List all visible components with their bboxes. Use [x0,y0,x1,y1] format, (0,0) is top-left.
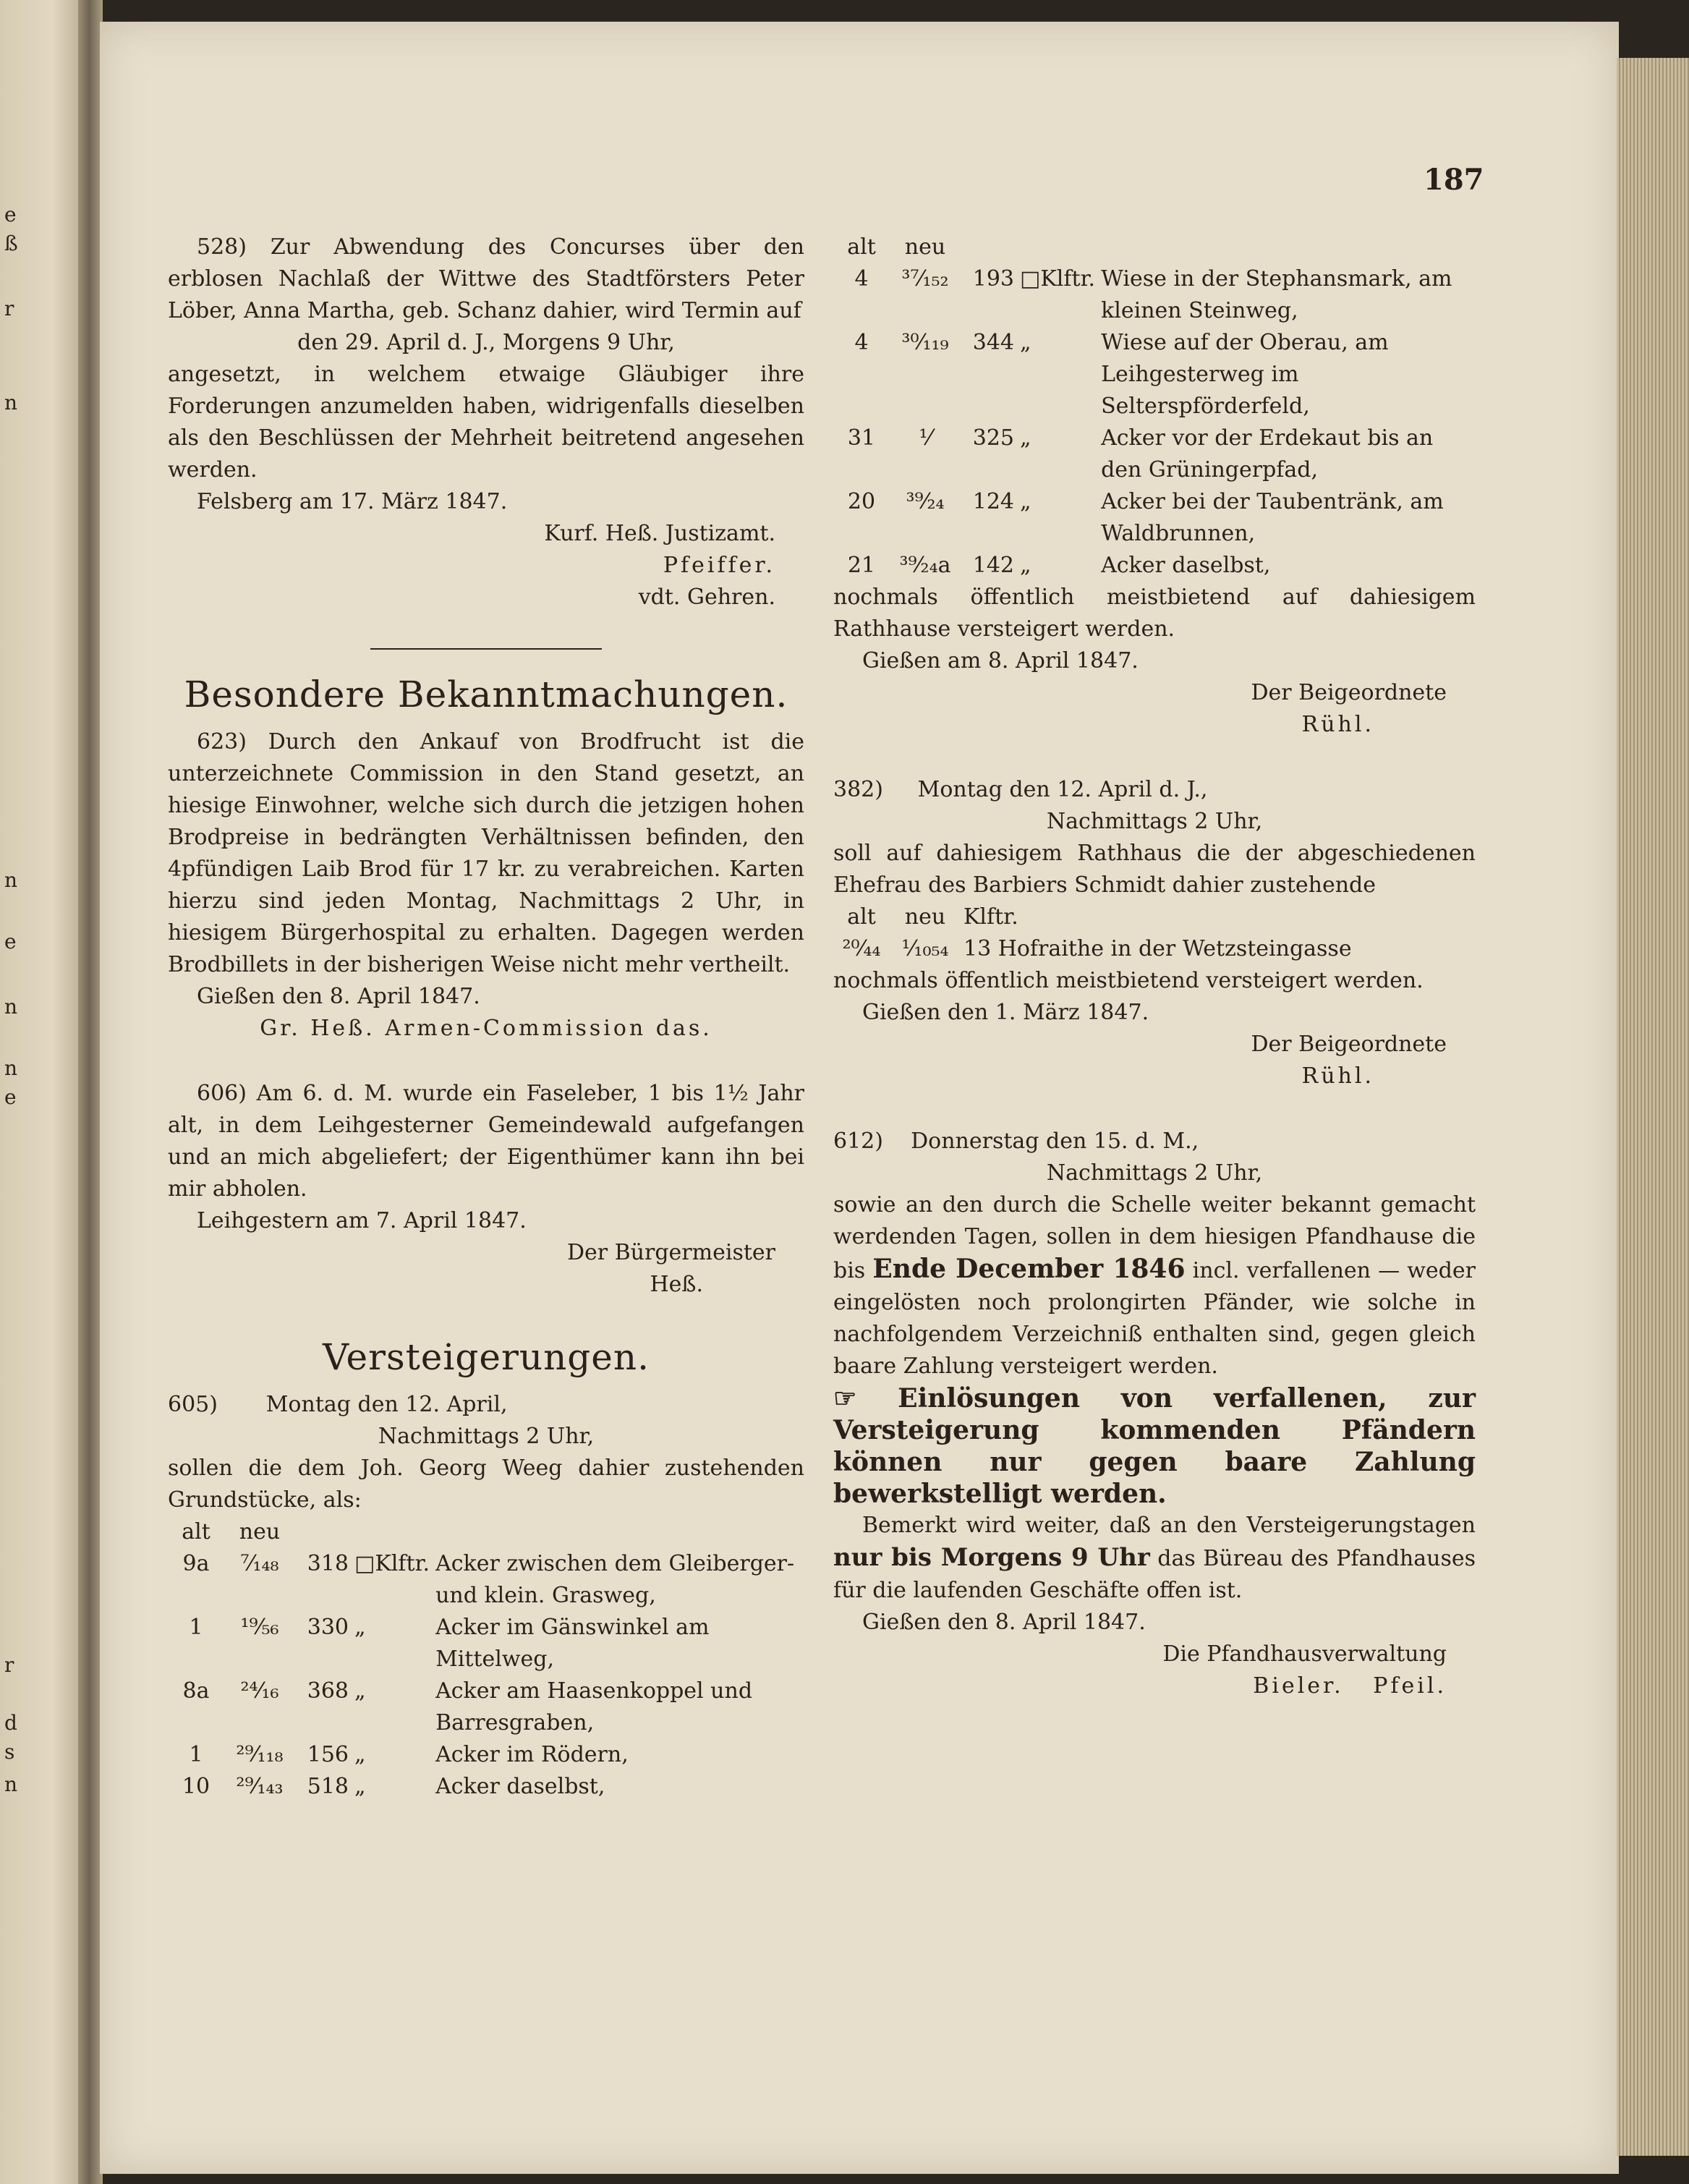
notice-612-text-a: sowie an den durch die Schelle weiter bekannt gemacht werdenden Tagen, sollen in dem hiesigen Pfandhause die bis [833,1192,1476,1283]
lot-neu: ³⁹⁄₂₄a [899,553,951,578]
lot-alt: 20 [847,489,876,514]
table-row [168,1548,804,1612]
lot-neu: ²⁹⁄₁₁₈ [236,1742,284,1767]
lot-description: Acker im Rödern, [435,1742,629,1767]
notice-606 [168,1078,804,1301]
lot-neu: ³⁹⁄₂₄ [906,489,945,514]
column-header-unit: Klftr. [963,904,1018,930]
notice-612-signature-title: Die Pfandhausverwaltung [1162,1641,1447,1667]
lot-alt: 1 [189,1742,203,1767]
lot-alt: ²⁰⁄₄₄ [842,936,881,961]
notice-382-time: Nachmittags 2 Uhr, [1046,809,1263,834]
lot-unit: „ [354,1615,366,1640]
lot-neu: ⁷⁄₁₄₈ [240,1551,279,1576]
notice-605-place-date: Gießen am 8. April 1847. [862,648,1139,674]
lot-neu: ²⁴⁄₁₆ [240,1678,279,1704]
facing-page-fragment: e [4,203,17,226]
lot-unit: „ [354,1742,366,1767]
lot-neu: ³⁰⁄₁₁₉ [901,330,949,355]
notice-612-deadline: Ende December 1846 [872,1254,1186,1284]
facing-page-fragment: n [4,995,18,1019]
table-row [833,550,1476,582]
lot-neu: ³⁷⁄₁₅₂ [901,266,949,292]
spacer [833,1092,1476,1126]
lot-size: 330 [307,1615,349,1640]
facing-page-edge [0,0,87,2184]
lot-size: 142 [972,553,1014,578]
lot-unit: „ [354,1678,366,1704]
notice-382-closing-text: nochmals öffentlich meistbietend versteigert werden. [833,968,1424,993]
lot-unit: □Klftr. [1020,266,1096,292]
lot-description: Acker im Gänswinkel am Mittelweg, [435,1615,710,1672]
lot-alt: 1 [189,1615,203,1640]
notice-528-place-date: Felsberg am 17. März 1847. [197,489,508,514]
notice-612-remark-b: das Büreau des Pfandhauses für die laufenden Geschäfte offen ist. [833,1546,1476,1603]
heading-auctions: Versteigerungen. [323,1336,650,1378]
lot-alt: 21 [847,553,876,578]
notice-382-text: soll auf dahiesigem Rathhaus die der abgeschiedenen Ehefrau des Barbiers Schmidt dahier zustehende [833,841,1476,898]
lot-unit: □Klftr. [354,1551,430,1576]
lot-size: 156 [307,1742,349,1767]
lot-alt: 8a [182,1678,210,1704]
table-row [833,933,1476,965]
section-divider [370,648,602,650]
notice-605-lots-table-continued [833,231,1476,582]
lot-description: 13 Hofraithe in der Wetzsteingasse [963,936,1352,961]
heading-special-announcements: Besondere Bekanntmachungen. [184,674,788,715]
lot-description: Acker am Haasenkoppel und Barresgraben, [435,1678,753,1735]
left-column [168,231,804,1803]
notice-623 [168,726,804,1045]
notice-612-remark-a: Bemerkt wird weiter, daß an den Versteigerungstagen [862,1513,1476,1538]
lot-size: 325 [972,425,1014,451]
table-row [833,263,1476,327]
spacer [833,741,1476,774]
page-number: 187 [1424,163,1484,197]
table-header-row [168,1516,804,1548]
column-header-neu: neu [904,234,946,260]
notice-382-lot-table [833,901,1476,965]
notice-612-signature-names: Bieler. Pfeil. [1253,1673,1447,1699]
notice-623-signature: Gr. Heß. Armen-Commission das. [260,1016,712,1041]
table-row [168,1675,804,1739]
notice-606-text: 606) Am 6. d. M. wurde ein Faseleber, 1 bis 1½ Jahr alt, in dem Leihgesterner Gemeindewald aufgefangen und an mich abgeliefert; der Eigenthümer kann ihn bei mir abholen. [168,1081,804,1202]
lot-alt: 9a [182,1551,210,1576]
notice-382-place-date: Gießen den 1. März 1847. [862,1000,1149,1025]
lot-size: 124 [972,489,1014,514]
notice-612-time: Nachmittags 2 Uhr, [1046,1160,1263,1186]
table-row [168,1612,804,1675]
notice-605-date: 605) Montag den 12. April, [168,1392,508,1417]
table-header-row [833,901,1476,933]
facing-page-fragment: r [4,1653,14,1677]
notice-528-date: den 29. April d. J., Morgens 9 Uhr, [297,330,675,355]
book-gutter [78,0,103,2184]
notice-605-closing-text: nochmals öffentlich meistbietend auf dahiesigem Rathhause versteigert werden. [833,585,1476,642]
lot-size: 193 [972,266,1014,292]
notice-605 [168,1389,804,1803]
lot-alt: 4 [854,330,869,355]
table-row [168,1771,804,1803]
lot-description: Acker daselbst, [435,1774,605,1799]
notice-623-place-date: Gießen den 8. April 1847. [197,984,480,1009]
lot-description: Acker daselbst, [1101,553,1271,578]
facing-page-fragment: n [4,391,18,415]
lot-description: Wiese in der Stephansmark, am kleinen Steinweg, [1101,266,1452,323]
column-header-alt: alt [182,1519,210,1544]
lot-neu: ¹⁄₁₀₅₄ [901,936,949,961]
lot-size: 344 [972,330,1014,355]
notice-382-signature-name: Rühl. [1301,1063,1374,1089]
notice-606-signature-name: Heß. [650,1272,703,1297]
lot-neu: ²⁹⁄₁₄₃ [236,1774,284,1799]
notice-606-place-date: Leihgestern am 7. April 1847. [197,1208,527,1233]
page-stack-edge [1617,58,1689,2156]
notice-623-text: 623) Durch den Ankauf von Brodfrucht ist die unterzeichnete Commission in den Stand gesetzt, an hiesige Einwohner, welche sich durch die jetzigen hohen Brodpreise in bedrängten Verhältnissen befinden, den 4pfündigen Laib Brod für 17 kr. zu verabreichen. Karten hierzu sind jeden Montag, Nachmittags 2 Uhr, in hiesigem Bürgerhospital zu erhalten. Dagegen werden Brodbillets in der bisherigen Weise nicht mehr vertheilt. [168,729,804,977]
table-header-row [833,231,1476,263]
table-row [833,327,1476,422]
lot-size: 368 [307,1678,349,1704]
lot-description: Acker bei der Taubentränk, am Waldbrunnen, [1101,489,1444,546]
notice-612-text-b: incl. verfallenen — weder eingelösten noch prolongirten Pfänder, wie solche in nachfolgendem Verzeichniß enthalten sind, gegen gleich baare Zahlung versteigert werden. [833,1258,1476,1379]
notice-528-text-2: angesetzt, in welchem etwaige Gläubiger ihre Forderungen anzumelden haben, widrigenfalls dieselben als den Beschlüssen der Mehrheit beitretend angesehen werden. [168,362,804,483]
notice-612-remark [833,1510,1476,1607]
lot-description: Wiese auf der Oberau, am Leihgesterweg im Selterspförderfeld, [1101,330,1389,419]
notice-612-text [833,1189,1476,1382]
notice-612 [833,1126,1476,1702]
notice-606-signature-title: Der Bürgermeister [566,1240,775,1265]
column-header-alt: alt [847,234,876,260]
column-header-neu: neu [904,904,946,930]
notice-382-date: 382) Montag den 12. April d. J., [833,777,1208,802]
notice-605-text: sollen die dem Joh. Georg Weeg dahier zustehenden Grundstücke, als: [168,1456,804,1513]
notice-612-remark-hours: nur bis Morgens 9 Uhr [833,1543,1150,1572]
lot-unit: „ [1020,553,1031,578]
right-column [833,231,1476,1702]
notice-528-signature-vdt: vdt. Gehren. [638,585,775,610]
column-header-alt: alt [847,904,876,930]
facing-page-fragment: e [4,930,17,953]
facing-page-fragment: n [4,1772,18,1796]
facing-page-fragment: d [4,1711,17,1735]
lot-unit: „ [1020,489,1031,514]
lot-neu: ¹⁹⁄₅₆ [240,1615,279,1640]
facing-page-fragment: r [4,297,14,320]
facing-page-fragment: s [4,1740,15,1764]
notice-612-date: 612) Donnerstag den 15. d. M., [833,1129,1199,1154]
notice-382 [833,774,1476,1092]
notice-612-payment-notice: ☞ Einlösungen von verfallenen, zur Versteigerung kommenden Pfändern können nur gegen baare Zahlung bewerkstelligt werden. [833,1383,1476,1509]
lot-unit: „ [1020,425,1031,451]
lot-unit: „ [1020,330,1031,355]
table-row [833,422,1476,486]
lot-size: 518 [307,1774,349,1799]
lot-unit: „ [354,1774,366,1799]
notice-605-time: Nachmittags 2 Uhr, [378,1424,595,1449]
notice-605-signature-title: Der Beigeordnete [1251,680,1447,705]
lot-alt: 31 [847,425,876,451]
notice-605-signature-name: Rühl. [1301,712,1374,737]
table-row [833,486,1476,550]
notice-605-lots-table [168,1516,804,1803]
table-row [168,1739,804,1771]
spacer [168,1045,804,1078]
facing-page-fragment: ß [4,231,18,255]
facing-page-fragment: n [4,1056,18,1080]
lot-description: Acker zwischen dem Gleiberger- und klein. Grasweg, [435,1551,795,1608]
facing-page-fragment: e [4,1085,17,1109]
notice-612-place-date: Gießen den 8. April 1847. [862,1610,1146,1635]
lot-alt: 4 [854,266,869,292]
notice-528-text: 528) Zur Abwendung des Concurses über den erblosen Nachlaß der Wittwe des Stadtförsters Peter Löber, Anna Martha, geb. Schanz dahier, wird Termin auf [168,234,804,323]
notice-528 [168,231,804,613]
lot-alt: 10 [182,1774,210,1799]
facing-page-fragment: n [4,868,18,892]
notice-528-signature-office: Kurf. Heß. Justizamt. [544,521,775,546]
notice-528-signature-name: Pfeiffer. [663,553,775,578]
lot-neu: ¹⁄ [919,425,932,451]
notice-382-signature-title: Der Beigeordnete [1251,1032,1447,1057]
lot-size: 318 [307,1551,349,1576]
notice-605-continued [833,231,1476,741]
column-header-neu: neu [239,1519,281,1544]
lot-description: Acker vor der Erdekaut bis an den Grüningerpfad, [1101,425,1434,483]
